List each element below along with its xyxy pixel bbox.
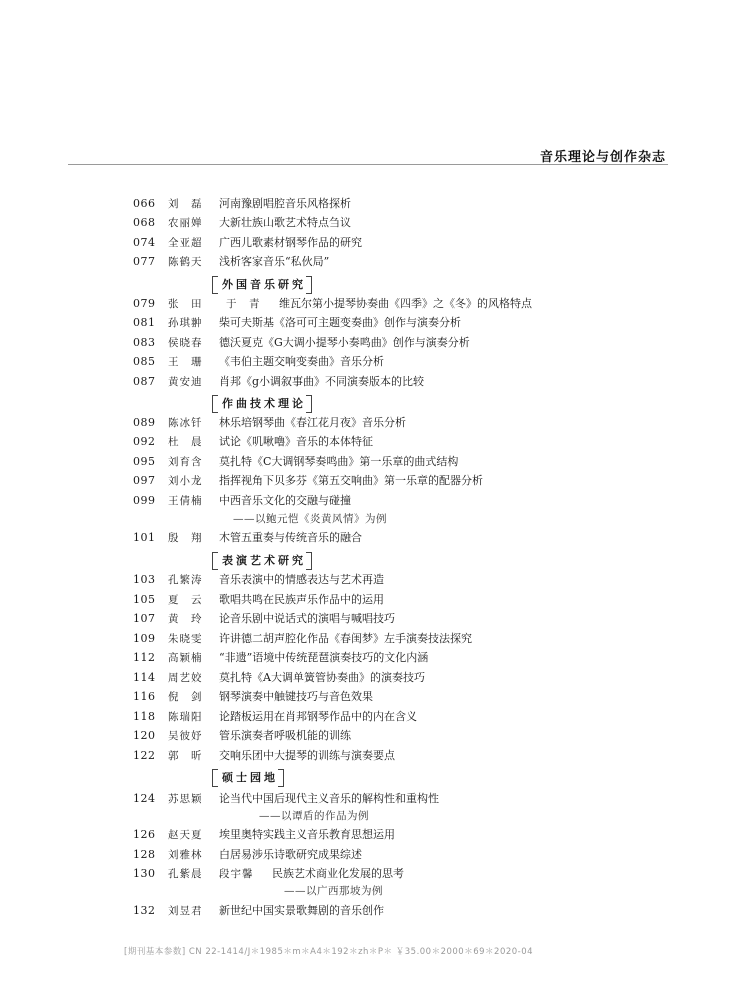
header-rule	[68, 164, 668, 165]
bracket-left	[212, 769, 218, 787]
page-number: 085	[133, 355, 156, 368]
author: 陈瑞阳	[168, 711, 203, 723]
author: 刘育含	[168, 456, 203, 468]
page-number: 101	[133, 531, 156, 544]
page-number: 130	[133, 867, 156, 880]
author: 周艺姣	[168, 672, 203, 684]
article-title: “非遗”语境中传统琵琶演奏技巧的文化内涵	[219, 651, 429, 664]
section-heading-foreign	[212, 276, 312, 294]
author: 黄安迪	[168, 376, 203, 388]
author: 王倩楠	[168, 495, 203, 507]
article-title: 《韦伯主题交响变奏曲》音乐分析	[219, 355, 384, 368]
article-title: 德沃夏克《G大调小提琴小奏鸣曲》创作与演奏分析	[219, 336, 470, 349]
toc-entry[interactable]	[0, 413, 736, 433]
page-number: 066	[133, 197, 156, 210]
author: 侯晓春	[168, 337, 203, 349]
article-title: 歌唱共鸣在民族声乐作品中的运用	[219, 593, 384, 606]
toc-entry[interactable]	[0, 372, 736, 392]
author: 殷 翔	[168, 532, 203, 544]
page-number: 124	[133, 792, 156, 805]
author: 孔繁涛	[168, 574, 203, 586]
article-title: 交响乐团中大提琴的训练与演奏要点	[219, 749, 395, 762]
journal-parameters-footer: [期刊基本参数] CN 22-1414/J＊1985＊m＊A4＊192＊zh＊P＊ ￥35.00＊2000＊69＊2020-04	[124, 947, 534, 957]
author: 朱晓雯	[168, 633, 203, 645]
article-title: 中西音乐文化的交融与碰撞	[219, 494, 351, 507]
page-number: 099	[133, 494, 156, 507]
article-title: 论当代中国后现代主义音乐的解构性和重构性	[219, 792, 439, 805]
author: 苏思颖	[168, 793, 203, 805]
toc-entry[interactable]	[0, 252, 736, 272]
page-number: 105	[133, 593, 156, 606]
page-number: 097	[133, 474, 156, 487]
bracket-left	[212, 552, 218, 570]
toc-entry[interactable]	[0, 528, 736, 548]
coauthor: 段宇馨	[219, 868, 254, 880]
author: 杜 晨	[168, 436, 203, 448]
toc-entry[interactable]	[0, 845, 736, 865]
toc-entry[interactable]	[0, 825, 736, 845]
article-title: 民族艺术商业化发展的思考	[272, 867, 404, 880]
article-title: 新世纪中国实景歌舞剧的音乐创作	[219, 904, 384, 917]
toc-entry[interactable]	[0, 726, 736, 746]
article-title: 音乐表演中的情感表达与艺术再造	[219, 573, 384, 586]
bracket-right	[306, 395, 312, 413]
toc-entry[interactable]	[0, 471, 736, 491]
section-label: 硕士园地	[222, 771, 278, 784]
author: 高颖楠	[168, 652, 203, 664]
article-title: 莫扎特《C大调钢琴奏鸣曲》第一乐章的曲式结构	[219, 455, 459, 468]
author: 郭 昕	[168, 750, 203, 762]
author: 张 田	[168, 298, 203, 310]
section-heading-composition	[212, 395, 312, 413]
page-number: 068	[133, 216, 156, 229]
article-subtitle: ——以鲍元恺《炎黄风情》为例	[233, 513, 387, 525]
toc-entry[interactable]	[0, 432, 736, 452]
author: 陈鹤天	[168, 256, 203, 268]
article-title: 白居易涉乐诗歌研究成果综述	[219, 848, 362, 861]
article-title: 广西儿歌素材钢琴作品的研究	[219, 236, 362, 249]
article-title: 维瓦尔第小提琴协奏曲《四季》之《冬》的风格特点	[279, 297, 532, 310]
toc-entry-subtitle	[0, 806, 736, 826]
article-subtitle: ——以广西那坡为例	[284, 885, 383, 897]
article-title: 许讲德二胡声腔化作品《春闺梦》左手演奏技法探究	[219, 632, 472, 645]
page-number: 107	[133, 612, 156, 625]
page-number: 120	[133, 729, 156, 742]
bracket-right	[278, 769, 284, 787]
page-number: 081	[133, 316, 156, 329]
toc-entry[interactable]	[0, 333, 736, 353]
author: 黄 玲	[168, 613, 203, 625]
article-title: 试论《叽啾嚕》音乐的本体特征	[219, 435, 373, 448]
page-number: 128	[133, 848, 156, 861]
author: 倪 剑	[168, 691, 203, 703]
author: 孔紫晨	[168, 868, 203, 880]
toc-entry[interactable]	[0, 707, 736, 727]
section-heading-masters	[212, 769, 284, 787]
bracket-right	[306, 276, 312, 294]
author: 全亚超	[168, 237, 203, 249]
section-label: 表演艺术研究	[222, 554, 306, 567]
coauthor: 于 青	[226, 298, 261, 310]
article-title: 林乐培钢琴曲《春江花月夜》音乐分析	[219, 416, 406, 429]
author: 刘小龙	[168, 475, 203, 487]
article-title: 柴可夫斯基《洛可可主题变奏曲》创作与演奏分析	[219, 316, 461, 329]
page-number: 132	[133, 904, 156, 917]
toc-entry[interactable]	[0, 194, 736, 214]
article-title: 管乐演奏者呼吸机能的训练	[219, 729, 351, 742]
journal-title: 音乐理论与创作杂志	[539, 150, 666, 165]
article-subtitle: ——以谭盾的作品为例	[259, 810, 369, 822]
author: 赵天夏	[168, 829, 203, 841]
article-title: 论音乐剧中说话式的演唱与喊唱技巧	[219, 612, 395, 625]
page-number: 095	[133, 455, 156, 468]
article-title: 埃里奥特实践主义音乐教育思想运用	[219, 828, 395, 841]
page-number: 118	[133, 710, 156, 723]
author: 刘昱君	[168, 905, 203, 917]
toc-entry[interactable]	[0, 313, 736, 333]
toc-entry[interactable]	[0, 609, 736, 629]
page-number: 087	[133, 375, 156, 388]
page-number: 122	[133, 749, 156, 762]
toc-entry-subtitle	[0, 881, 736, 901]
bracket-right	[306, 552, 312, 570]
article-title: 肖邦《g小调叙事曲》不同演奏版本的比较	[219, 375, 425, 388]
article-title: 木管五重奏与传统音乐的融合	[219, 531, 362, 544]
toc-entry[interactable]	[0, 901, 736, 921]
article-title: 论踏板运用在肖邦钢琴作品中的内在含义	[219, 710, 417, 723]
article-title: 莫扎特《A大调单簧管协奏曲》的演奏技巧	[219, 671, 425, 684]
bracket-left	[212, 276, 218, 294]
page-number: 089	[133, 416, 156, 429]
page-number: 114	[133, 671, 156, 684]
author: 刘 磊	[168, 198, 203, 210]
author: 孙琪翀	[168, 317, 203, 329]
toc-entry[interactable]	[0, 746, 736, 766]
toc-entry[interactable]	[0, 668, 736, 688]
toc-entry[interactable]	[0, 687, 736, 707]
toc-entry[interactable]	[0, 294, 736, 314]
bracket-left	[212, 395, 218, 413]
page-number: 103	[133, 573, 156, 586]
article-title: 大新壮族山歌艺术特点刍议	[219, 216, 351, 229]
page-number: 092	[133, 435, 156, 448]
article-title: 浅析客家音乐“私伙局”	[219, 255, 330, 268]
page-number: 126	[133, 828, 156, 841]
author: 夏 云	[168, 594, 203, 606]
page-number: 112	[133, 651, 156, 664]
toc-entry-subtitle	[0, 509, 736, 529]
toc-entry[interactable]	[0, 491, 736, 511]
article-title: 钢琴演奏中触键技巧与音色效果	[219, 690, 373, 703]
toc-entry[interactable]	[0, 452, 736, 472]
toc-entry[interactable]	[0, 233, 736, 253]
toc-entry[interactable]	[0, 648, 736, 668]
article-title: 河南豫剧唱腔音乐风格探析	[219, 197, 351, 210]
toc-entry[interactable]	[0, 213, 736, 233]
author: 吴彼妤	[168, 730, 203, 742]
author: 陈冰钎	[168, 417, 203, 429]
article-title: 指挥视角下贝多芬《第五交响曲》第一乐章的配器分析	[219, 474, 483, 487]
author: 刘雅林	[168, 849, 203, 861]
author: 王 珊	[168, 356, 203, 368]
page-number: 083	[133, 336, 156, 349]
author: 农丽婵	[168, 217, 203, 229]
page-number: 116	[133, 690, 156, 703]
page-number: 074	[133, 236, 156, 249]
toc-entry[interactable]	[0, 590, 736, 610]
section-heading-performance	[212, 552, 312, 570]
page-number: 079	[133, 297, 156, 310]
toc-entry[interactable]	[0, 629, 736, 649]
toc-entry[interactable]	[0, 570, 736, 590]
page-number: 109	[133, 632, 156, 645]
toc-entry[interactable]	[0, 352, 736, 372]
section-label: 外国音乐研究	[222, 278, 306, 291]
page-number: 077	[133, 255, 156, 268]
section-label: 作曲技术理论	[222, 397, 306, 410]
